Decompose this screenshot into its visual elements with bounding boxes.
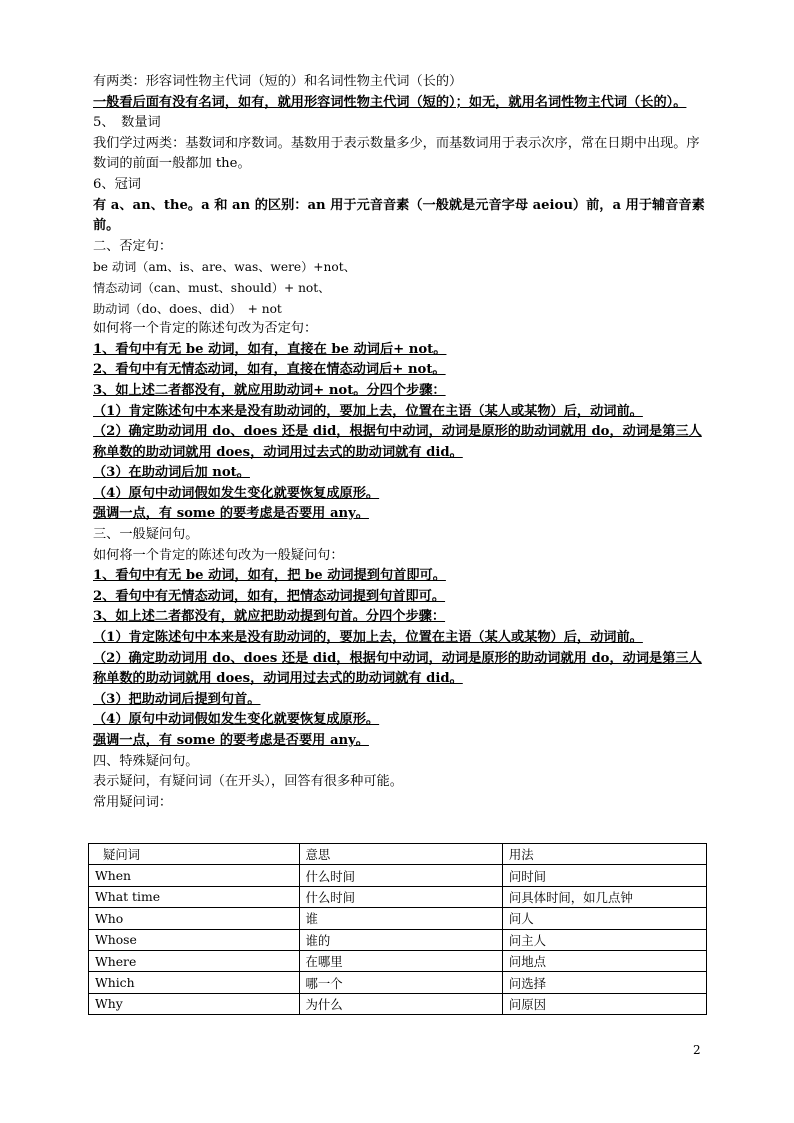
text-line: 3、如上述二者都没有，就应用助动词+ not。分四个步骤：: [93, 382, 446, 398]
text-line: 强调一点，有 some 的要考虑是否要用 any。: [93, 506, 369, 522]
text-line: 6、冠词: [93, 176, 141, 192]
page-number: 2: [693, 1043, 701, 1057]
text-line: 常用疑问词：: [93, 794, 173, 810]
text-line: 1、看句中有无 be 动词，如有，把 be 动词提到句首即可。: [93, 568, 446, 584]
table-cell: 问主人: [502, 929, 706, 950]
text-line: 表示疑问，有疑问词（在开头），回答有很多种可能。: [93, 774, 403, 790]
table-body: [89, 865, 707, 1015]
text-line: （2）确定助动词用 do、does 还是 did，根据句中动词，动词是原形的助动词就用 do，动词是第三人称单数的助动词就用 does，动词用过去式的助动词就有 did。: [93, 424, 702, 460]
table-cell: What time: [89, 886, 300, 907]
text-line: （3）在助动词后加 not。: [93, 465, 250, 481]
table-row: [89, 950, 707, 971]
text-line: 我们学过两类：基数词和序数词。基数用于表示数量多少，而基数词用于表示次序，常在日期中出现。序数词的前面一般都加 the。: [93, 135, 700, 172]
text-line: （3）把助动词后提到句首。: [93, 691, 261, 707]
text-line: be 动词（am、is、are、was、were）+not、: [93, 260, 356, 275]
table-cell: 问具体时间，如几点钟: [502, 886, 706, 907]
text-line: （2）确定助动词用 do、does 还是 did，根据句中动词，动词是原形的助动词就用 do，动词是第三人称单数的助动词就用 does，动词用过去式的助动词就有 did。: [93, 650, 702, 687]
table-cell: 什么时间: [299, 886, 502, 907]
text-line: 强调一点，有 some 的要考虑是否要用 any。: [93, 733, 369, 748]
table-cell: 为什么: [299, 993, 502, 1014]
text-line: 二、否定句：: [93, 238, 173, 254]
table-cell: 问原因: [502, 993, 706, 1014]
table-cell: Which: [89, 972, 300, 993]
table-cell: 谁: [299, 908, 502, 929]
table-cell: 问选择: [502, 972, 706, 993]
text-line: 2、看句中有无情态动词，如有，把情态动词提到句首即可。: [93, 588, 446, 604]
table-cell: Where: [89, 950, 300, 971]
text-line: （4）原句中动词假如发生变化就要恢复成原形。: [93, 712, 380, 728]
table-cell: 什么时间: [299, 865, 502, 886]
table-cell: 谁的: [299, 929, 502, 950]
text-line: 1、看句中有无 be 动词，如有，直接在 be 动词后+ not。: [93, 341, 447, 357]
table-header-row: [89, 844, 707, 865]
text-line: 有两类：形容词性物主代词（短的）和名词性物主代词（长的）: [93, 74, 463, 89]
table-cell: 问时间: [502, 865, 706, 886]
question-words-table: [88, 843, 707, 1015]
text-line: （1）肯定陈述句中本来是没有助动词的，要加上去，位置在主语（某人或某物）后，动词前。: [93, 630, 643, 646]
text-line: 有 a、an、the。a 和 an 的区别：an 用于元音音素（一般就是元音字母 aeiou）前，a 用于辅音音素前。: [93, 197, 705, 234]
text-line: 如何将一个肯定的陈述句改为一般疑问句：: [93, 547, 344, 563]
table-row: [89, 972, 707, 993]
text-line: 2、看句中有无情态动词，如有，直接在情态动词后+ not。: [93, 362, 446, 378]
table-header-cell: 疑问词: [89, 844, 300, 865]
text-line: 5、 数量词: [93, 115, 161, 131]
text-line: （1）肯定陈述句中本来是没有助动词的，要加上去，位置在主语（某人或某物）后，动词前。: [93, 403, 643, 419]
text-line: 三、一般疑问句。: [93, 527, 199, 543]
text-line: 助动词（do、does、did） + not: [93, 301, 282, 316]
table-row: [89, 865, 707, 886]
text-line: （4）原句中动词假如发生变化就要恢复成原形。: [93, 485, 380, 501]
table-row: [89, 908, 707, 929]
text-line: 3、如上述二者都没有，就应把助动提到句首。分四个步骤：: [93, 609, 446, 625]
table-row: [89, 886, 707, 907]
table-cell: 问人: [502, 908, 706, 929]
table-cell: Why: [89, 993, 300, 1014]
text-line: 如何将一个肯定的陈述句改为否定句：: [93, 321, 318, 337]
table-header-cell: 意思: [299, 844, 502, 865]
table-cell: Who: [89, 908, 300, 929]
text-line: 四、特殊疑问句。: [93, 753, 199, 769]
table-cell: 哪一个: [299, 972, 502, 993]
table-row: [89, 929, 707, 950]
table-cell: 问地点: [502, 950, 706, 971]
text-line: 一般看后面有没有名词，如有，就用形容词性物主代词（短的）；如无，就用名词性物主代词（长的）。: [93, 94, 687, 110]
table-cell: 在哪里: [299, 950, 502, 971]
table-cell: When: [89, 865, 300, 886]
text-line: 情态动词（can、must、should）+ not、: [93, 280, 331, 295]
document-body: [93, 72, 708, 813]
table-row: [89, 993, 707, 1014]
table-header-cell: 用法: [502, 844, 706, 865]
table-cell: Whose: [89, 929, 300, 950]
